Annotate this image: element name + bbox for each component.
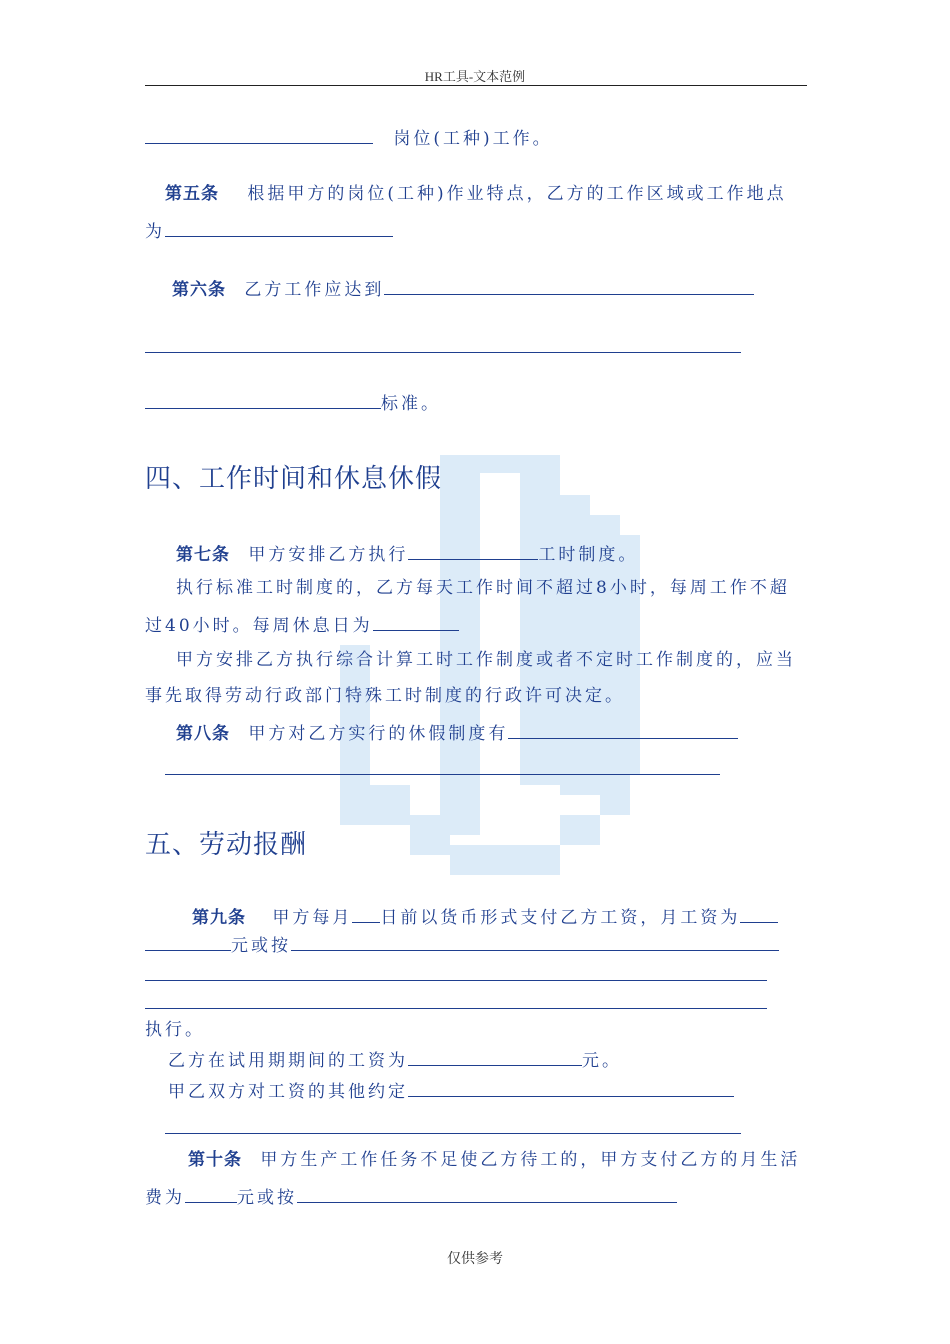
article-label: 第五条 xyxy=(165,184,219,204)
article-label: 第九条 xyxy=(192,908,246,928)
text-line: 费为 元或按 xyxy=(145,1184,677,1210)
fill-blank[interactable] xyxy=(408,1047,582,1066)
fill-blank[interactable] xyxy=(373,612,459,631)
article-label: 第八条 xyxy=(176,724,230,744)
fill-blank[interactable] xyxy=(408,1078,734,1097)
text-line: 执行标准工时制度的，乙方每天工作时间不超过8小时，每周工作不超 xyxy=(176,578,790,598)
article-5: 第五条 根据甲方的岗位(工种)作业特点，乙方的工作区域或工作地点 xyxy=(165,184,787,204)
section-heading: 四、工作时间和休息休假 xyxy=(145,464,443,494)
fill-blank[interactable] xyxy=(384,276,754,295)
article-label: 第十条 xyxy=(188,1150,242,1170)
fill-blank[interactable] xyxy=(297,1184,677,1203)
fill-blank[interactable] xyxy=(352,904,380,923)
fill-blank[interactable] xyxy=(508,720,738,739)
fill-blank[interactable] xyxy=(185,1184,237,1203)
text-line: 过40小时。每周休息日为 xyxy=(145,612,459,638)
fill-blank[interactable] xyxy=(145,125,373,144)
page-header: HR工具-文本范例 xyxy=(424,69,526,84)
article-8: 第八条 甲方对乙方实行的休假制度有 xyxy=(176,720,738,746)
text-line: 为 xyxy=(145,218,393,244)
article-10: 第十条 甲方生产工作任务不足使乙方待工的，甲方支付乙方的月生活 xyxy=(188,1150,801,1170)
text-line: 标准。 xyxy=(145,390,441,416)
article-label: 第六条 xyxy=(172,280,226,300)
fill-line[interactable] xyxy=(145,1008,767,1009)
article-6: 第六条 乙方工作应达到 xyxy=(172,276,754,302)
text-line: 甲方安排乙方执行综合计算工时工作制度或者不定时工作制度的，应当 xyxy=(176,650,796,670)
fill-line[interactable] xyxy=(145,980,767,981)
page-footer: 仅供参考 xyxy=(447,1251,503,1267)
fill-blank[interactable] xyxy=(408,541,538,560)
fill-blank[interactable] xyxy=(145,390,381,409)
text-line: 乙方在试用期期间的工资为 元。 xyxy=(168,1047,622,1073)
text-line: 执行。 xyxy=(145,1020,205,1040)
text-line: 元或按 xyxy=(145,932,779,958)
fill-line[interactable] xyxy=(165,1133,741,1134)
fill-blank[interactable] xyxy=(740,904,778,923)
header-divider xyxy=(145,85,807,86)
fill-blank[interactable] xyxy=(291,932,779,951)
text-line: 事先取得劳动行政部门特殊工时制度的行政许可决定。 xyxy=(145,686,625,706)
section-heading: 五、劳动报酬 xyxy=(145,830,308,860)
fill-blank[interactable] xyxy=(145,932,231,951)
text-line: 岗位(工种)工作。 xyxy=(145,125,553,151)
text-line: 甲乙双方对工资的其他约定 xyxy=(168,1078,734,1104)
fill-line[interactable] xyxy=(145,352,741,353)
fill-line[interactable] xyxy=(165,774,720,775)
article-label: 第七条 xyxy=(176,545,230,565)
fill-blank[interactable] xyxy=(165,218,393,237)
article-9: 第九条 甲方每月 日前以货币形式支付乙方工资，月工资为 xyxy=(192,904,778,930)
article-7: 第七条 甲方安排乙方执行 工时制度。 xyxy=(176,541,638,567)
